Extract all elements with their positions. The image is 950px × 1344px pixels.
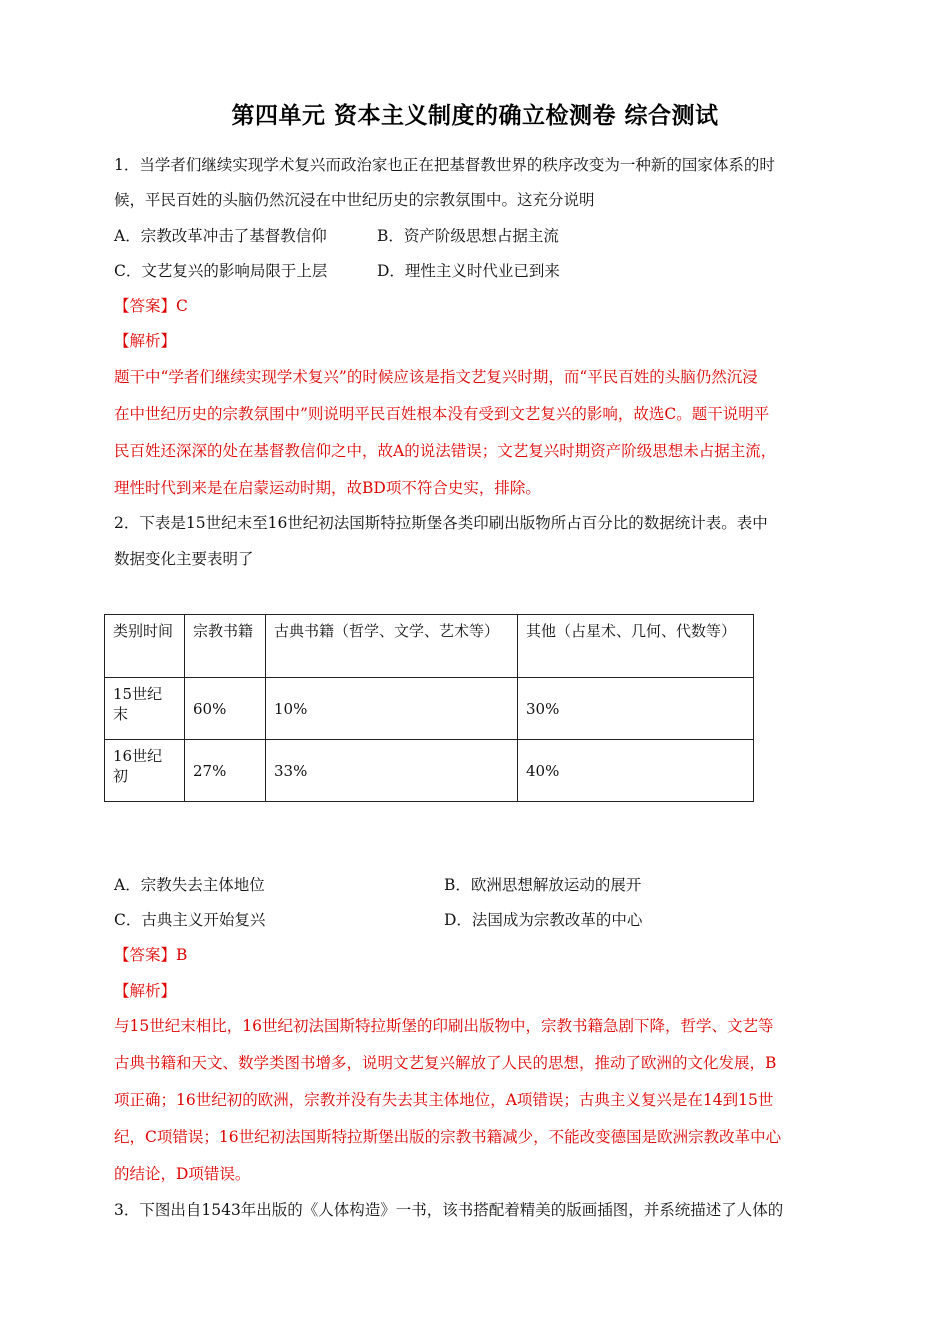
table-cell: 30% [518, 678, 754, 740]
q2-option-d: D．法国成为宗教改革的中心 [444, 911, 643, 929]
table-cell: 16世纪初 [105, 740, 185, 802]
q1-analysis-line-3: 民百姓还深深的处在基督教信仰之中，故A的说法错误；文艺复兴时期资产阶级思想未占据主流， [114, 442, 777, 460]
q2-analysis-line-3: 项正确；16世纪初的欧洲，宗教并没有失去其主体地位，A项错误；古典主义复兴是在14到15世 [114, 1091, 774, 1109]
table-cell: 60% [185, 678, 266, 740]
q2-analysis-label: 【解析】 [114, 982, 177, 1000]
q2-stem-line-2: 数据变化主要表明了 [114, 550, 254, 568]
table-cell: 40% [518, 740, 754, 802]
table-cell: 10% [266, 678, 518, 740]
q1-analysis-line-2: 在中世纪历史的宗教氛围中”则说明平民百姓根本没有受到文艺复兴的影响，故选C。题干说明平 [114, 405, 770, 423]
q2-analysis-line-5: 的结论，D项错误。 [114, 1165, 251, 1183]
q2-option-c: C．古典主义开始复兴 [114, 911, 266, 929]
table-header-cell: 其他（占星术、几何、代数等） [518, 615, 754, 678]
table-header-cell: 类别时间 [105, 615, 185, 678]
q3-stem-line-1: 3．下图出自1543年出版的《人体构造》一书，该书搭配着精美的版画插图，并系统描述了人体的 [114, 1201, 784, 1219]
table-header-row [105, 615, 754, 678]
table-row [105, 678, 754, 740]
page-title: 第四单元 资本主义制度的确立检测卷 综合测试 [231, 103, 719, 129]
q2-answer: 【答案】B [114, 946, 188, 964]
q1-answer: 【答案】C [114, 297, 188, 315]
table-header-cell: 古典书籍（哲学、文学、艺术等） [266, 615, 518, 678]
q2-analysis-line-4: 纪，C项错误；16世纪初法国斯特拉斯堡出版的宗教书籍减少，不能改变德国是欧洲宗教改革中心 [114, 1128, 782, 1146]
q1-analysis-line-1: 题干中“学者们继续实现学术复兴”的时候应该是指文艺复兴时期，而“平民百姓的头脑仍然沉浸 [114, 368, 758, 386]
table-cell: 15世纪末 [105, 678, 185, 740]
q1-option-c: C．文艺复兴的影响局限于上层 [114, 262, 328, 280]
q1-analysis-label: 【解析】 [114, 332, 177, 350]
q2-option-a: A．宗教失去主体地位 [114, 876, 265, 894]
q2-analysis-line-2: 古典书籍和天文、数学类图书增多，说明文艺复兴解放了人民的思想，推动了欧洲的文化发展，B [114, 1054, 777, 1072]
statistics-table [104, 614, 754, 802]
q1-stem-line-1: 1．当学者们继续实现学术复兴而政治家也正在把基督教世界的秩序改变为一种新的国家体系的时 [114, 156, 775, 174]
table-header-cell: 宗教书籍 [185, 615, 266, 678]
q2-option-b: B．欧洲思想解放运动的展开 [444, 876, 642, 894]
table-row [105, 740, 754, 802]
table-cell: 33% [266, 740, 518, 802]
q1-analysis-line-4: 理性时代到来是在启蒙运动时期，故BD项不符合史实，排除。 [114, 479, 541, 497]
q1-stem-line-2: 候，平民百姓的头脑仍然沉浸在中世纪历史的宗教氛围中。这充分说明 [114, 191, 595, 209]
q1-option-b: B．资产阶级思想占据主流 [377, 227, 559, 245]
table-cell: 27% [185, 740, 266, 802]
q1-option-d: D．理性主义时代业已到来 [377, 262, 560, 280]
q2-analysis-line-1: 与15世纪末相比，16世纪初法国斯特拉斯堡的印刷出版物中，宗教书籍急剧下降，哲学、文艺等 [114, 1017, 774, 1035]
q1-option-a: A．宗教改革冲击了基督教信仰 [114, 227, 327, 245]
q2-stem-line-1: 2．下表是15世纪末至16世纪初法国斯特拉斯堡各类印刷出版物所占百分比的数据统计表。表中 [114, 514, 768, 532]
